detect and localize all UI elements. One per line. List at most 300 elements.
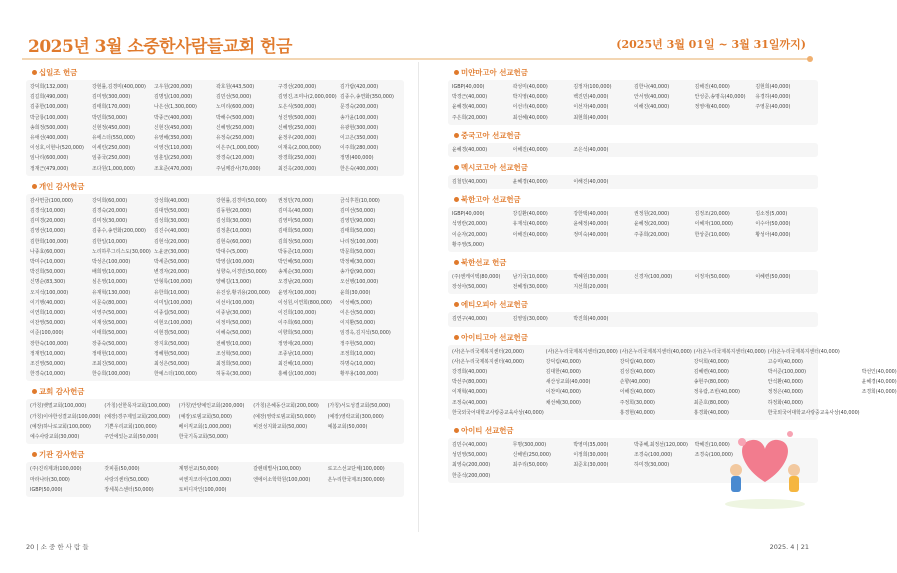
donor-entry: 조경희(40,000): [861, 389, 897, 396]
donor-entry: 유정숙(250,000): [216, 135, 255, 142]
donor-entry: 유애선(400,000): [30, 135, 69, 142]
donor-entry: [546, 408, 618, 418]
donor-entry: (사)온누리국제복지센터(20,000): [452, 348, 524, 355]
donor-entry: 이현오(100,000): [154, 320, 193, 327]
donor-entry: 남기국(10,000): [512, 274, 548, 281]
offering-section: [448, 162, 818, 189]
donor-entry: 이재욱(2,000,000): [278, 145, 321, 152]
donor-entry: [695, 282, 754, 292]
donor-entry: 곽성미(40,000): [512, 84, 548, 90]
donor-entry: 송현주(80,000): [693, 379, 729, 386]
donor-entry: 조경숙(100,000): [694, 452, 733, 459]
donor-entry: 최선혜(40,000): [512, 114, 548, 121]
donor-entry: 한국외국어대학교사랑중교육사상(40,000): [767, 409, 860, 416]
section-title-text: 멕시코고아 선교헌금: [461, 163, 528, 173]
donor-entry: 최진옥(200,000): [278, 165, 317, 172]
donor-entry: 이수아(50,000): [755, 221, 791, 228]
donor-entry: 최주리(50,000): [512, 462, 548, 469]
donor-entry: 조최진(50,000): [92, 361, 128, 368]
donor-entry: (사)온누리국제복지센터(40,000): [452, 358, 524, 365]
donor-entry: 황주영(5,000): [452, 241, 484, 248]
offering-section: [448, 257, 818, 294]
donor-entry: 안형록(100,000): [154, 279, 193, 286]
donor-entry: 정혜현(50,000): [154, 350, 190, 357]
bullet-icon: [32, 452, 37, 457]
bullet-icon: [454, 70, 459, 75]
section-title-text: 미얀마고아 선교헌금: [461, 68, 528, 77]
donor-entry: 성진영(500,000): [278, 114, 317, 121]
section-title-text: 기관 감사헌금: [39, 450, 85, 460]
donor-grid: [30, 464, 400, 495]
donor-entry: 김대연(50,000): [154, 208, 190, 215]
section-title-text: 개인 감사헌금: [39, 181, 85, 191]
donor-entry: 이혜련(50,000): [755, 274, 791, 281]
donor-entry: 유한희(10,000): [154, 289, 190, 296]
donor-box: [448, 345, 897, 420]
donor-entry: 김미선(50,000): [340, 208, 376, 215]
donor-entry: 박문희(50,000): [340, 248, 376, 255]
donor-grid: [30, 82, 400, 174]
donor-entry: 이재혁(40,000): [452, 389, 488, 396]
donor-entry: 강경희(40,000): [452, 369, 488, 376]
donor-entry: 엔에이소학학원(100,000): [253, 476, 311, 483]
section-title: [454, 130, 818, 141]
donor-entry: [634, 177, 693, 187]
donor-entry: 김영미(50,000): [278, 218, 314, 225]
donor-entry: 박혜원(30,000): [573, 274, 609, 281]
donor-entry: 이은선(50,000): [340, 310, 376, 317]
donor-entry: 박성은(100,000): [92, 259, 131, 266]
bullet-icon: [454, 260, 459, 265]
donor-entry: [755, 177, 814, 187]
donor-entry: 유재석(40,000): [512, 221, 548, 228]
donor-entry: 박혜진(10,000): [694, 442, 730, 449]
donor-entry: 김혜련(40,000): [693, 369, 729, 376]
donor-entry: 한예스더(100,000): [154, 371, 197, 378]
donor-box: [448, 143, 818, 157]
donor-entry: 이태희(50,000): [92, 330, 128, 337]
donor-entry: 강현률,김경미(400,000): [92, 84, 146, 90]
section-title-text: 교회 감사헌금: [39, 387, 85, 397]
donor-entry: 김정훈(10,000): [216, 228, 252, 235]
donor-box: [26, 194, 404, 382]
donor-entry: 이성호,이현나(520,000): [30, 145, 84, 152]
donor-entry: 정재근(479,000): [30, 165, 69, 172]
donor-entry: 정재헌(10,000): [30, 350, 66, 357]
donor-entry: 이영주(50,000): [92, 310, 128, 317]
donor-entry: 조효준(470,000): [154, 165, 193, 172]
donor-entry: 김명일(100,000): [154, 94, 193, 101]
donor-entry: [755, 240, 814, 250]
donor-entry: 장경희(250,000): [278, 155, 317, 162]
donor-entry: 김성진(40,000): [619, 369, 655, 376]
donor-entry: 김희정(50,000): [278, 238, 314, 245]
donor-entry: [513, 240, 572, 250]
donor-entry: 박미수(10,000): [30, 259, 66, 266]
donor-entry: [862, 408, 897, 418]
donor-entry: 조다원(1,000,000): [92, 165, 135, 172]
heart-children-illustration: [720, 412, 810, 512]
section-title: [454, 257, 818, 268]
donor-grid: [452, 314, 814, 324]
donor-entry: 윤영자(100,000): [278, 289, 317, 296]
donor-entry: 이은주(1,000,000): [216, 145, 259, 152]
donor-entry: 한은숙(400,000): [340, 165, 379, 172]
donor-entry: 조진영(50,000): [30, 361, 66, 368]
donor-entry: 이찬미(40,000): [545, 389, 581, 396]
donor-entry: 최영숙(200,000): [452, 462, 491, 469]
donor-entry: 이주희(280,000): [340, 145, 379, 152]
donor-entry: 이현겸(50,000): [154, 330, 190, 337]
donor-entry: 정영애(20,000): [278, 340, 314, 347]
donor-entry: 한국외국어대학교사랑중교육사상(40,000): [452, 409, 544, 416]
donor-entry: 김영선(10,000): [30, 228, 66, 235]
donor-entry: [513, 471, 572, 481]
donor-entry: 최정희(50,000): [216, 361, 252, 368]
donor-entry: 박선인(40,000): [861, 369, 897, 376]
donor-entry: 김미경(20,000): [30, 218, 66, 225]
donor-entry: 장세북스센터(50,000): [104, 486, 154, 493]
donor-entry: 이문숙(80,000): [92, 299, 128, 306]
donor-entry: 장성아(50,000): [452, 284, 488, 291]
donor-entry: 도은식(500,000): [278, 104, 317, 111]
bullet-icon: [32, 389, 37, 394]
donor-entry: 강한택(40,000): [573, 211, 609, 218]
donor-entry: 이기행(40,000): [30, 299, 66, 306]
donor-entry: 김현희(40,000): [755, 84, 791, 90]
donor-entry: [862, 347, 897, 357]
donor-entry: 베이직교회(1,000,000): [178, 423, 232, 430]
donor-entry: (사)온누리국제복지센터(40,000): [693, 348, 766, 355]
donor-entry: 김길희(490,000): [30, 94, 69, 101]
donor-entry: (주)진리제과(100,000): [30, 466, 82, 473]
donor-entry: 감사헌금(100,000): [30, 197, 73, 204]
section-title: [454, 194, 818, 205]
donor-entry: 박세준(50,000): [154, 259, 190, 266]
donor-entry: 유광현(300,000): [340, 124, 379, 131]
donor-entry: (예장)로뎀교회(50,000): [178, 413, 232, 420]
donor-entry: 송희정(500,000): [30, 124, 69, 131]
donor-entry: 한준석(200,000): [452, 472, 491, 479]
donor-entry: [253, 432, 325, 442]
bullet-icon: [454, 335, 459, 340]
donor-entry: 윤혜정(20,000): [634, 221, 670, 228]
donor-entry: 정영애(40,000): [694, 104, 730, 111]
donor-entry: 이해진(40,000): [573, 179, 609, 186]
donor-entry: 이주희(60,000): [278, 320, 314, 327]
donor-entry: (주)엔케이텍(80,000): [452, 274, 501, 281]
donor-entry: 박종근(400,000): [154, 114, 193, 121]
donor-entry: 윤혜경(40,000): [861, 379, 897, 386]
donor-entry: 손향(40,000): [619, 379, 651, 386]
donor-entry: (가칭)선한목자교회(100,000): [104, 403, 171, 410]
section-title: [454, 332, 818, 343]
donor-entry: 김미정(30,000): [92, 218, 128, 225]
donor-entry: 한상준(10,000): [694, 231, 730, 238]
donor-entry: 김한일(10,000): [92, 238, 128, 245]
donor-entry: 박영실(100,000): [216, 259, 255, 266]
donor-entry: 김성희(30,000): [154, 218, 190, 225]
donor-entry: 임훈일(250,000): [154, 155, 193, 162]
donor-entry: (예장)영락로뎀교회(50,000): [253, 413, 316, 420]
donor-entry: [573, 240, 632, 250]
donor-entry: 허동욱(30,000): [216, 371, 252, 378]
donor-entry: 곽호원(443,500): [216, 84, 255, 90]
donor-entry: 금석후원(10,000): [340, 197, 380, 204]
donor-entry: 김진수(40,000): [154, 228, 190, 235]
donor-entry: 정유람,조빈(40,000): [693, 389, 740, 396]
donor-box: [448, 80, 818, 125]
donor-entry: 기쁜우리교회(100,000): [104, 423, 157, 430]
donor-entry: 김종한(100,000): [30, 104, 69, 111]
donor-grid: [30, 401, 400, 442]
donor-entry: [755, 113, 814, 123]
donor-entry: 신혜영(250,000): [278, 124, 317, 131]
donor-entry: 김한희(100,000): [30, 238, 69, 245]
donor-entry: 김정자(100,000): [573, 84, 612, 90]
donor-entry: 이세린(250,000): [92, 145, 131, 152]
section-title-text: 북한고아 선교헌금: [461, 195, 521, 205]
donor-entry: 신명순(83,300): [30, 279, 66, 286]
donor-entry: 윤혜정(40,000): [573, 221, 609, 228]
donor-entry: 조정희(10,000): [340, 350, 376, 357]
donor-entry: (가칭)서도성결교회(50,000): [327, 403, 391, 410]
donor-box: [448, 312, 818, 326]
donor-entry: 김영진,조미나(2,000,000): [278, 94, 337, 101]
donor-entry: 강성희(40,000): [154, 197, 190, 204]
donor-entry: (사)온누리국제복지센터(40,000): [619, 348, 692, 355]
donor-entry: 박선주(80,000): [452, 379, 488, 386]
left-page-number: 20: [26, 543, 35, 551]
donor-entry: 주영문(40,000): [755, 104, 791, 111]
donor-entry: 이연희(10,000): [30, 310, 66, 317]
donor-entry: 유진상,황귀용(200,000): [216, 289, 270, 296]
bullet-icon: [454, 428, 459, 433]
page-header: [22, 28, 812, 62]
donor-entry: 장한숙(100,000): [30, 340, 69, 347]
donor-entry: 장경숙(120,000): [216, 155, 255, 162]
donor-entry: 안성준,송명옥(40,000): [694, 94, 746, 101]
donor-entry: 채선혜(30,000): [545, 399, 581, 406]
donor-entry: 홍경화(40,000): [693, 409, 729, 416]
donor-entry: 노미리(600,000): [216, 104, 255, 111]
offering-section: [26, 386, 404, 444]
donor-entry: 백진민(40,000): [573, 94, 609, 101]
donor-entry: 씨엔지코리아(100,000): [178, 476, 232, 483]
offering-section: [26, 449, 404, 497]
section-title-text: 중국고아 선교헌금: [461, 130, 521, 140]
donor-entry: 박영미(35,000): [573, 442, 609, 449]
donor-entry: 김태희(50,000): [340, 228, 376, 235]
donor-entry: 김현석(20,000): [154, 238, 190, 245]
donor-entry: 무명(300,000): [512, 442, 547, 449]
donor-entry: 이고은(350,000): [340, 135, 379, 142]
bullet-icon: [454, 165, 459, 170]
donor-entry: 구경선(200,000): [278, 84, 317, 90]
donor-grid: [452, 82, 814, 123]
donor-entry: IGBP(50,000): [30, 486, 63, 493]
donor-entry: (가칭)안양예인교회(200,000): [178, 403, 245, 410]
donor-entry: 토비디자인(100,000): [178, 486, 227, 493]
donor-entry: [634, 145, 693, 155]
donor-entry: 이해진(40,000): [619, 389, 655, 396]
donor-entry: 김동현(20,000): [216, 208, 252, 215]
donor-entry: 황부용(100,000): [340, 371, 379, 378]
donor-entry: 최진혜(10,000): [278, 361, 314, 368]
donor-entry: 강덕희(40,000): [693, 358, 729, 365]
donor-entry: 김태희(170,000): [92, 104, 131, 111]
donor-entry: 김대한(40,000): [545, 369, 581, 376]
donor-entry: 김철민(40,000): [452, 179, 488, 186]
donor-entry: 이영건(110,000): [154, 145, 193, 152]
left-footer: 20 | 소 중 한 사 람 들: [26, 543, 89, 551]
donor-entry: 김소정(5,000): [755, 211, 788, 218]
donor-entry: 박민희(50,000): [92, 114, 128, 121]
donor-entry: 김미영(300,000): [92, 94, 131, 101]
donor-entry: 윤혜경(40,000): [452, 146, 488, 153]
donor-entry: 예봄교회(50,000): [327, 423, 368, 430]
donor-entry: 주정희(30,000): [619, 399, 655, 406]
donor-box: [448, 207, 818, 252]
donor-entry: 이종섭(50,000): [154, 310, 190, 317]
donor-entry: 김영민(90,000): [340, 218, 376, 225]
offering-section: [26, 67, 404, 176]
donor-entry: 지선희(20,000): [573, 284, 609, 291]
donor-entry: 김한나(40,000): [634, 84, 670, 90]
section-title: [454, 299, 818, 310]
donor-entry: 정태현(10,000): [92, 350, 128, 357]
donor-entry: 박동준(10,000): [278, 248, 314, 255]
donor-entry: 박지영(40,000): [512, 94, 548, 101]
donor-entry: 김연구(40,000): [452, 316, 488, 323]
donor-entry: 윤희(30,000): [340, 289, 371, 296]
donor-entry: 하미경(30,000): [634, 462, 670, 469]
donor-entry: 김성희(30,000): [216, 218, 252, 225]
donor-entry: 하정화(40,000): [767, 399, 803, 406]
donor-entry: 장지호(50,000): [154, 340, 190, 347]
donor-entry: 최성은(50,000): [154, 361, 190, 368]
bullet-icon: [32, 184, 37, 189]
donor-entry: 이혜자(100,000): [694, 221, 733, 228]
donor-entry: [634, 113, 693, 123]
donor-entry: 김종수,송연화(200,000): [92, 228, 146, 235]
donor-entry: [695, 177, 754, 187]
donor-grid: [30, 196, 400, 380]
donor-entry: 박해수(500,000): [216, 114, 255, 121]
donor-entry: 배희영(10,000): [92, 269, 128, 276]
donor-entry: 이혜숙(50,000): [216, 330, 252, 337]
donor-entry: 홍혜실(100,000): [278, 371, 317, 378]
donor-entry: 박진희(50,000): [30, 269, 66, 276]
donor-entry: 강길환(40,000): [512, 211, 548, 218]
donor-entry: 새산성교회(40,000): [545, 379, 591, 386]
donor-entry: 마라나타(30,000): [30, 476, 70, 483]
donor-entry: 박인혜(50,000): [278, 259, 314, 266]
section-title-text: 십일조 헌금: [39, 68, 78, 77]
section-title: [454, 162, 818, 173]
header-rule: [22, 58, 812, 60]
donor-entry: 강덕희(132,000): [30, 84, 69, 90]
donor-entry: 주은희(20,000): [452, 114, 488, 121]
donor-entry: 임경옥,김지석(50,000): [340, 330, 391, 337]
donor-entry: 최현희(40,000): [573, 114, 609, 121]
donor-entry: 로고스선교단체(100,000): [327, 466, 385, 473]
donor-entry: 정명(400,000): [340, 155, 374, 162]
donor-box: [26, 399, 404, 444]
donor-entry: 안서영(40,000): [634, 94, 670, 101]
donor-entry: 유에스더(550,000): [92, 135, 135, 142]
right-footer-year: 2025. 4: [769, 543, 795, 551]
section-title-text: 에티오피아 선교헌금: [461, 300, 528, 310]
donor-entry: [862, 398, 897, 408]
donor-entry: (가칭)뱃멀교회(100,000): [30, 403, 87, 410]
donor-entry: [634, 471, 693, 481]
donor-entry: 권정원(20,000): [634, 211, 670, 218]
donor-entry: 유재혁(130,000): [92, 289, 131, 296]
donor-entry: 최준호(30,000): [573, 462, 609, 469]
donor-entry: [634, 282, 693, 292]
donor-entry: 이미일(100,000): [154, 299, 193, 306]
donor-entry: (사)온누리국제복지센터(40,000): [767, 348, 840, 355]
donor-entry: 변경자(20,000): [154, 269, 190, 276]
donor-entry: 사랑의센터(50,000): [104, 476, 149, 483]
donor-entry: 윤정우(200,000): [278, 135, 317, 142]
donor-entry: 한승희(100,000): [92, 371, 131, 378]
donor-entry: (사)온누리국제복지센터(20,000): [545, 348, 618, 355]
donor-entry: 정미숙(40,000): [573, 231, 609, 238]
donor-entry: 오지석(100,000): [30, 289, 69, 296]
donor-entry: 신해빈(250,000): [512, 452, 551, 459]
right-footer: 2025. 4 | 21: [769, 543, 809, 551]
donor-entry: 임나리(600,000): [30, 155, 69, 162]
donor-entry: (가칭)은혜동산교회(200,000): [253, 403, 319, 410]
period-label: (2025년 3월 01일 ~ 3월 31일까지): [616, 38, 806, 51]
donor-grid: [452, 347, 897, 418]
donor-entry: 김경숙(20,000): [92, 208, 128, 215]
donor-entry: 김해진(40,000): [694, 84, 730, 90]
donor-entry: 나리정(100,000): [340, 238, 379, 245]
donor-entry: 정정은(40,000): [767, 389, 803, 396]
donor-entry: 나종효(60,000): [30, 248, 66, 255]
donor-entry: 정주현(50,000): [340, 340, 376, 347]
section-title-text: 아이티 선교헌금: [461, 426, 514, 436]
donor-entry: 하명숙(10,000): [340, 361, 376, 368]
bullet-icon: [32, 70, 37, 75]
donor-entry: 송계순(30,000): [278, 269, 314, 276]
donor-entry: 장종숙(50,000): [92, 340, 128, 347]
donor-entry: 강현률,김경미(50,000): [216, 197, 267, 204]
donor-entry: 온누리한국제조(300,000): [327, 476, 385, 483]
donor-entry: [695, 145, 754, 155]
donor-entry: 홍경현(40,000): [619, 409, 655, 416]
donor-entry: 성향숙,이경민(50,000): [216, 269, 267, 276]
donor-entry: 김종수,송연화(350,000): [340, 94, 394, 101]
donor-entry: 이정희(30,000): [573, 452, 609, 459]
donor-entry: 나은선(1,300,000): [154, 104, 197, 111]
donor-entry: 문경숙(200,000): [340, 104, 379, 111]
donor-grid: [452, 272, 814, 292]
section-title: [32, 386, 404, 397]
donor-entry: 이종남(30,000): [216, 310, 252, 317]
donor-entry: [755, 314, 814, 324]
donor-box: [448, 175, 818, 189]
donor-entry: 이지환(50,000): [340, 320, 376, 327]
donor-entry: 박종혜,최정선(120,000): [634, 442, 688, 449]
donor-entry: 오선행(100,000): [340, 279, 379, 286]
donor-entry: [695, 314, 754, 324]
section-title: [32, 67, 404, 78]
donor-entry: 노윤균(30,000): [154, 248, 190, 255]
